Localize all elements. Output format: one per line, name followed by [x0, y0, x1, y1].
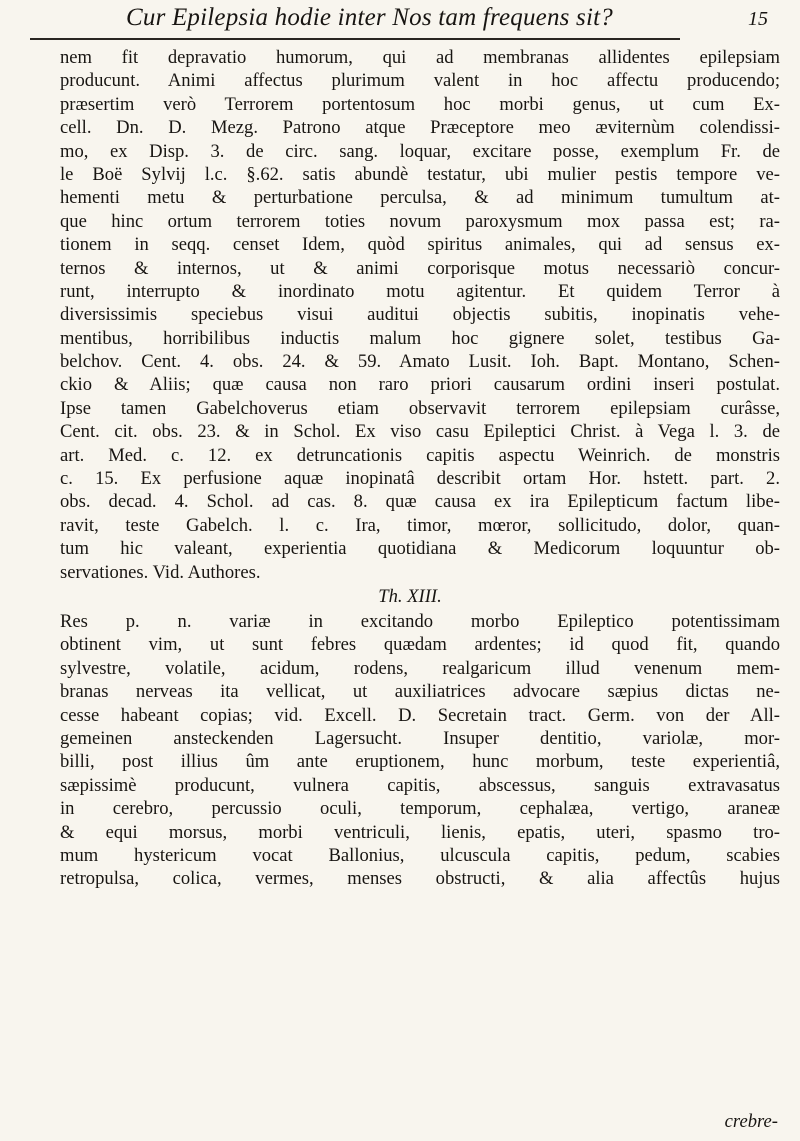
text-line: in cerebro, percussio oculi, temporum, cephalæa, vertigo, araneæ: [60, 798, 780, 820]
text-line: tionem in seqq. censet Idem, quòd spiritus animales, qui ad sensus ex-: [60, 234, 780, 256]
text-line: mo, ex Disp. 3. de circ. sang. loquar, excitare posse, exemplum Fr. de: [60, 140, 780, 162]
text-line: runt, interrupto & inordinato motu agitentur. Et quidem Terror à: [60, 280, 780, 302]
text-line: ckio & Aliis; quæ causa non raro priori causarum ordini inseri postulat.: [60, 374, 780, 396]
text-line: ravit, teste Gabelch. l. c. Ira, timor, mœror, sollicitudo, dolor, quan-: [60, 514, 780, 536]
text-line: diversissimis speciebus visui auditui objectis subitis, inopinatis vehe-: [60, 304, 780, 326]
header-rule: [30, 38, 680, 40]
text-line: Cent. cit. obs. 23. & in Schol. Ex viso casu Epileptici Christ. à Vega l. 3. de: [60, 421, 780, 443]
text-line: tum hic valeant, experientia quotidiana & Medicorum loquuntur ob-: [60, 538, 780, 560]
text-line: Ipse tamen Gabelchoverus etiam observavit terrorem epilepsiam curâsse,: [60, 397, 780, 419]
text-line: belchov. Cent. 4. obs. 24. & 59. Amato Lusit. Ioh. Bapt. Montano, Schen-: [60, 351, 780, 373]
running-title: Cur Epilepsia hodie inter Nos tam frequens sit?: [126, 4, 613, 31]
text-line: & equi morsus, morbi ventriculi, lienis, epatis, uteri, spasmo tro-: [60, 821, 780, 843]
paragraph-after: [60, 610, 780, 891]
catchword: crebre-: [724, 1111, 778, 1132]
text-line: sæpissimè producunt, vulnera capitis, abscessus, sanguis extravasatus: [60, 774, 780, 796]
text-line: billi, post illius ûm ante eruptionem, hunc morbum, teste experientiâ,: [60, 751, 780, 773]
text-line: obtinent vim, ut sunt febres quædam ardentes; id quod fit, quando: [60, 634, 780, 656]
text-line: que hinc ortum terrorem toties novum paroxysmum mox passa est; ra-: [60, 210, 780, 232]
text-line: ternos & internos, ut & animi corporisque motus necessariò concur-: [60, 257, 780, 279]
text-line: mentibus, horribilibus inductis malum hoc gignere solet, testibus Ga-: [60, 327, 780, 349]
section-title: Th. XIII.: [378, 585, 442, 607]
text-line: Res p. n. variæ in excitando morbo Epileptico potentissimam: [60, 610, 780, 632]
paragraph-before: [60, 46, 780, 584]
body-text: [60, 46, 780, 891]
text-line: cell. Dn. D. Mezg. Patrono atque Præceptore meo æviternùm colendissi-: [60, 117, 780, 139]
text-line: gemeinen ansteckenden Lagersucht. Insuper dentitio, variolæ, mor-: [60, 727, 780, 749]
text-line: sylvestre, volatile, acidum, rodens, realgaricum illud venenum mem-: [60, 657, 780, 679]
text-line: branas nerveas ita vellicat, ut auxiliatrices advocare sæpius dictas ne-: [60, 681, 780, 703]
text-line: mum hystericum vocat Ballonius, ulcuscula capitis, pedum, scabies: [60, 844, 780, 866]
text-line: nem fit depravatio humorum, qui ad membranas allidentes epilepsiam: [60, 47, 780, 68]
text-line: le Boë Sylvij l.c. §.62. satis abundè testatur, ubi mulier pestis tempore ve-: [60, 163, 780, 185]
text-line: cesse habeant copias; vid. Excell. D. Secretain tract. Germ. von der All-: [60, 704, 780, 726]
text-line: servationes. Vid. Authores.: [60, 561, 261, 583]
text-line: obs. decad. 4. Schol. ad cas. 8. quæ causa ex ira Epilepticum factum libe-: [60, 491, 780, 513]
text-line: præsertim verò Terrorem portentosum hoc morbi genus, ut cum Ex-: [60, 93, 780, 115]
text-line: art. Med. c. 12. ex detruncationis capitis aspectu Weinrich. de monstris: [60, 444, 780, 466]
text-line: retropulsa, colica, vermes, menses obstructi, & alia affectûs hujus: [60, 868, 780, 890]
page-number: 15: [748, 8, 768, 30]
text-line: producunt. Animi affectus plurimum valent in hoc affectu producendo;: [60, 70, 780, 92]
text-line: c. 15. Ex perfusione aquæ inopinatâ describit ortam Hor. hstett. part. 2.: [60, 468, 780, 490]
text-line: hementi metu & perturbatione perculsa, & ad minimum tumultum at-: [60, 187, 780, 209]
running-head: [30, 2, 770, 36]
